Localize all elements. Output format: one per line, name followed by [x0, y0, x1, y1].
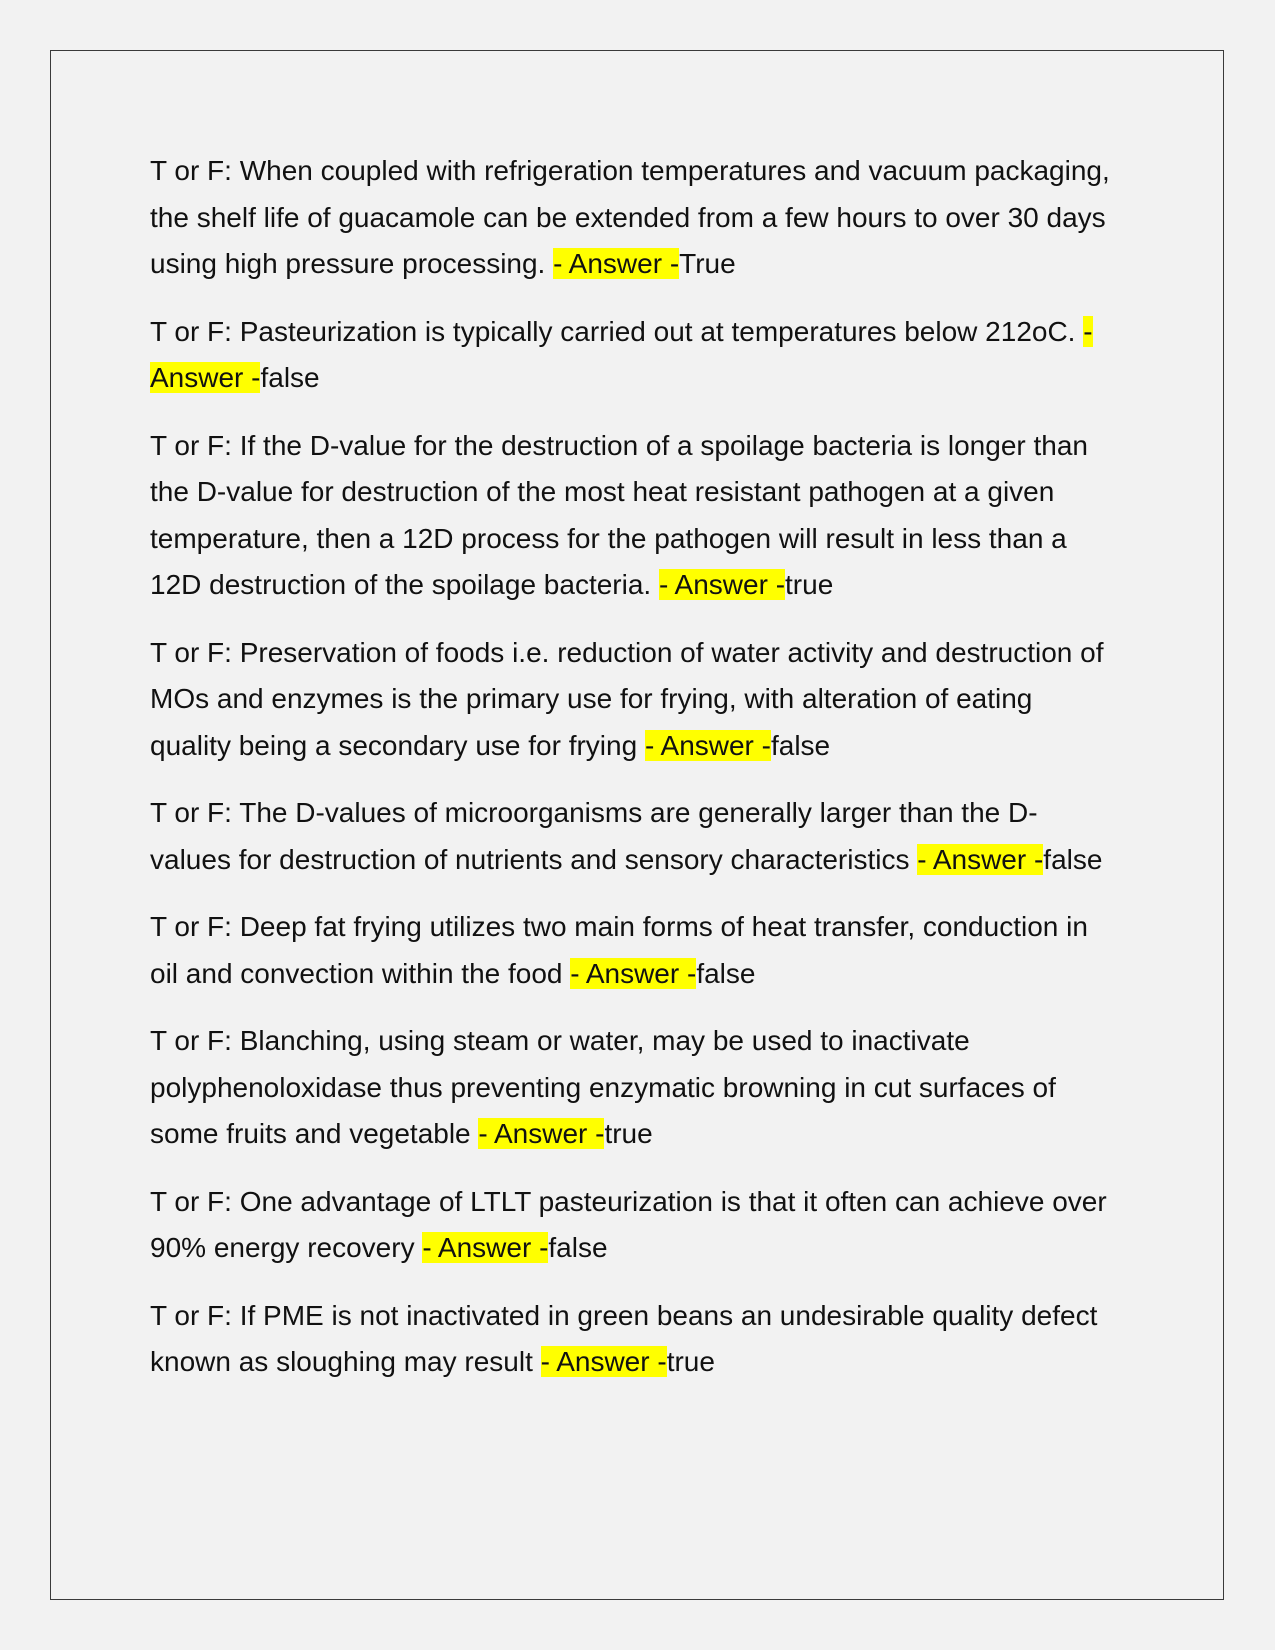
question-text: T or F: Pasteurization is typically carried out at temperatures below 212oC.: [150, 315, 1084, 347]
question-text: T or F: If the D-value for the destruction of a spoilage bacteria is longer than the D-value for destruction of the most heat resistant pathogen at a given temperature, then a 12D process for the pathogen will result in less than a 12D destruction of the spoilage bacteria.: [150, 429, 1088, 600]
answer-highlight: - Answer -: [644, 729, 771, 761]
qa-item: [150, 148, 1115, 288]
answer-value: false: [696, 957, 756, 989]
answer-highlight: - Answer -: [658, 569, 786, 600]
question-text: T or F: One advantage of LTLT pasteurization is that it often can achieve over 90% energy recovery: [150, 1185, 1107, 1263]
answer-highlight: - Answer -: [540, 1346, 667, 1377]
answer-highlight: - Answer -: [570, 957, 697, 989]
answer-value: false: [770, 729, 831, 761]
qa-item: [150, 423, 1115, 609]
qa-item: [150, 630, 1115, 770]
answer-highlight: - Answer -: [917, 843, 1044, 875]
answer-value: true: [785, 569, 834, 600]
answer-value: false: [260, 362, 320, 393]
question-text: T or F: When coupled with refrigeration temperatures and vacuum packaging, the shelf life of guacamole can be extended from a few hours to over 30 days using high pressure processing.: [150, 155, 1110, 279]
qa-item: [150, 309, 1115, 402]
answer-value: false: [1043, 843, 1103, 875]
question-text: T or F: Preservation of foods i.e. reduction of water activity and destruction of MOs and enzymes is the primary use for frying, with alteration of eating quality being a secondary use for frying: [150, 636, 1104, 761]
question-text: T or F: Blanching, using steam or water, may be used to inactivate polyphenoloxidase thus preventing enzymatic browning in cut surfaces of some fruits and vegetable: [150, 1025, 1056, 1149]
question-text: T or F: Deep fat frying utilizes two main forms of heat transfer, conduction in oil and convection within the food: [150, 911, 1088, 989]
qa-item: [150, 790, 1115, 883]
qa-item: [150, 1018, 1115, 1158]
qa-item: [150, 904, 1115, 997]
qa-item: [150, 1179, 1115, 1272]
question-text: T or F: If PME is not inactivated in green beans an undesirable quality defect known as sloughing may result: [150, 1299, 1098, 1377]
answer-value: True: [679, 248, 736, 279]
answer-value: false: [548, 1232, 608, 1263]
answer-highlight: - Answer -: [422, 1232, 549, 1263]
document-body: [150, 148, 1115, 1407]
answer-value: true: [666, 1346, 715, 1377]
question-text: T or F: The D-values of microorganisms are generally larger than the D-values for destruction of nutrients and sensory characteristics: [150, 797, 1038, 875]
qa-item: [150, 1293, 1115, 1386]
answer-value: true: [604, 1118, 653, 1149]
answer-highlight: - Answer -: [150, 315, 1093, 393]
answer-highlight: - Answer -: [553, 248, 680, 279]
answer-highlight: - Answer -: [478, 1118, 605, 1149]
